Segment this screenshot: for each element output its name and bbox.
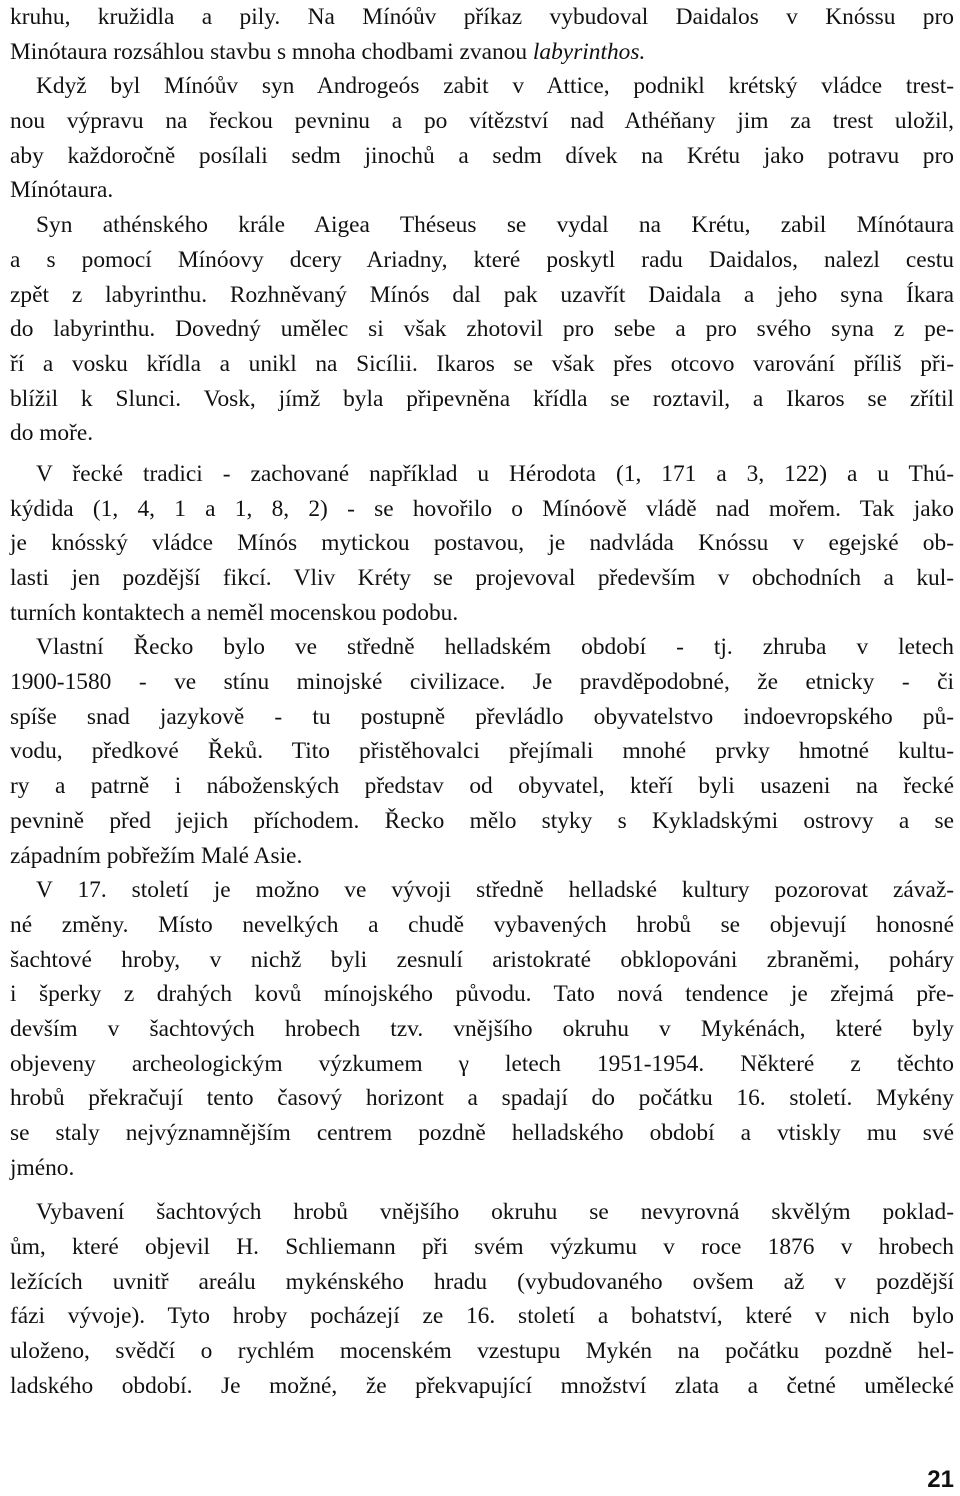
text-line: kýdida (1, 4, 1 a 1, 8, 2) - se hovořilo o Mínóově vládě nad mořem. Tak jako — [10, 495, 954, 522]
text-line: spíše snad jazykově - tu postupně převládlo obyvatelstvo indoevropského pů- — [10, 703, 954, 730]
text-line: pevnině před jejich příchodem. Řecko mělo styky s Kykladskými ostrovy a se — [10, 807, 954, 834]
text-line: vodu, předkové Řeků. Tito přistěhovalci přejímali mnohé prvky hmotné kultu- — [10, 738, 954, 765]
text-line: devším v šachtových hrobech tzv. vnějšího okruhu v Mykénách, které byly — [10, 1015, 954, 1042]
italic-term: labyrinthos. — [532, 38, 646, 65]
text-line: je knósský vládce Mínós mytickou postavou, je nadvláda Knóssu v egejské ob- — [10, 530, 954, 557]
text-line: do labyrinthu. Dovedný umělec si však zhotovil pro sebe a pro svého syna z pe- — [10, 316, 954, 343]
text-line: ležících uvnitř areálu mykénského hradu (vybudovaného ovšem až v pozdější — [10, 1268, 954, 1295]
text-line: objeveny archeologickým výzkumem γ letech 1951-1954. Některé z těchto — [10, 1050, 954, 1077]
text-line: ladského období. Je možné, že překvapující množství zlata a četné umělecké — [10, 1372, 954, 1399]
text-line: a s pomocí Mínóovy dcery Ariadny, které poskytl radu Daidalos, nalezl cestu — [10, 246, 954, 273]
text-line: kruhu, kružidla a pily. Na Mínóův příkaz vybudoval Daidalos v Knóssu pro — [10, 4, 954, 30]
text-line: Mínótaura. — [10, 177, 114, 204]
text-line: aby každoročně posílali sedm jinochů a sedm dívek na Krétu jako potravu pro — [10, 142, 954, 169]
text-line: šachtové hroby, v nichž byli zesnulí aristokraté obklopováni zbraněmi, poháry — [10, 946, 954, 973]
text-line: Syn athénského krále Aigea Théseus se vydal na Krétu, zabil Mínótaura — [36, 212, 954, 239]
text-line: fázi vývoje). Tyto hroby pocházejí ze 16. století a bohatství, které v nich bylo — [10, 1303, 954, 1330]
text-line: Vybavení šachtových hrobů vnějšího okruhu se nevyrovná skvělým poklad- — [36, 1199, 954, 1226]
text-line: ry a patrně i náboženských představ od obyvatel, kteří byli usazeni na řecké — [10, 773, 954, 800]
text-line: lasti jen pozdější fikcí. Vliv Kréty se projevoval především v obchodních a kul- — [10, 565, 954, 591]
text-line: né změny. Místo nevelkých a chudě vybavených hrobů se objevují honosné — [10, 911, 954, 938]
text-fragment: Minótaura rozsáhlou stavbu s mnoha chodbami zvanou — [10, 38, 533, 65]
text-line: zpět z labyrinthu. Rozhněvaný Mínós dal pak uzavřít Daidala a jeho syna Íkara — [10, 281, 954, 308]
text-line: turních kontaktech a neměl mocenskou podobu. — [10, 599, 459, 626]
text-line: blížil k Slunci. Vosk, jímž byla připevněna křídla se roztavil, a Ikaros se zřítil — [10, 385, 954, 412]
text-line: V 17. století je možno ve vývoji středně helladské kultury pozorovat závaž- — [36, 877, 954, 904]
text-line: i šperky z drahých kovů mínojského původu. Tato nová tendence je zřejmá pře- — [10, 981, 954, 1008]
text-line: jméno. — [10, 1154, 75, 1181]
text-line: hrobů překračují tento časový horizont a spadají do počátku 16. století. Mykény — [10, 1085, 954, 1112]
text-line: V řecké tradici - zachované například u Hérodota (1, 171 a 3, 122) a u Thú- — [36, 460, 954, 487]
text-line: 1900-1580 - ve stínu minojské civilizace. Je pravděpodobné, že etnicky - či — [10, 669, 954, 696]
text-line: ří a vosku křídla a unikl na Sicílii. Ikaros se však přes otcovo varování příliš při- — [10, 350, 954, 377]
text-line: uloženo, svědčí o rychlém mocenském vzestupu Mykén na počátku pozdně hel- — [10, 1338, 954, 1365]
text-line: nou výpravu na řeckou pevninu a po vítězství nad Athéňany jim za trest uložil, — [10, 108, 954, 135]
text-line: ům, které objevil H. Schliemann při svém výzkumu v roce 1876 v hrobech — [10, 1234, 954, 1261]
text-line: do moře. — [10, 420, 94, 447]
page-number: 21 — [927, 1466, 954, 1493]
document-page — [10, 0, 954, 1404]
text-line: se staly nejvýznamnějším centrem pozdně helladského období a vtiskly mu své — [10, 1120, 954, 1146]
text-line: Když byl Mínóův syn Androgeós zabit v Attice, podnikl krétský vládce trest- — [36, 73, 954, 100]
text-line: Vlastní Řecko bylo ve středně helladském období - tj. zhruba v letech — [36, 634, 954, 661]
text-line: západním pobřežím Malé Asie. — [10, 842, 303, 869]
text-line-italic-end — [10, 35, 954, 70]
